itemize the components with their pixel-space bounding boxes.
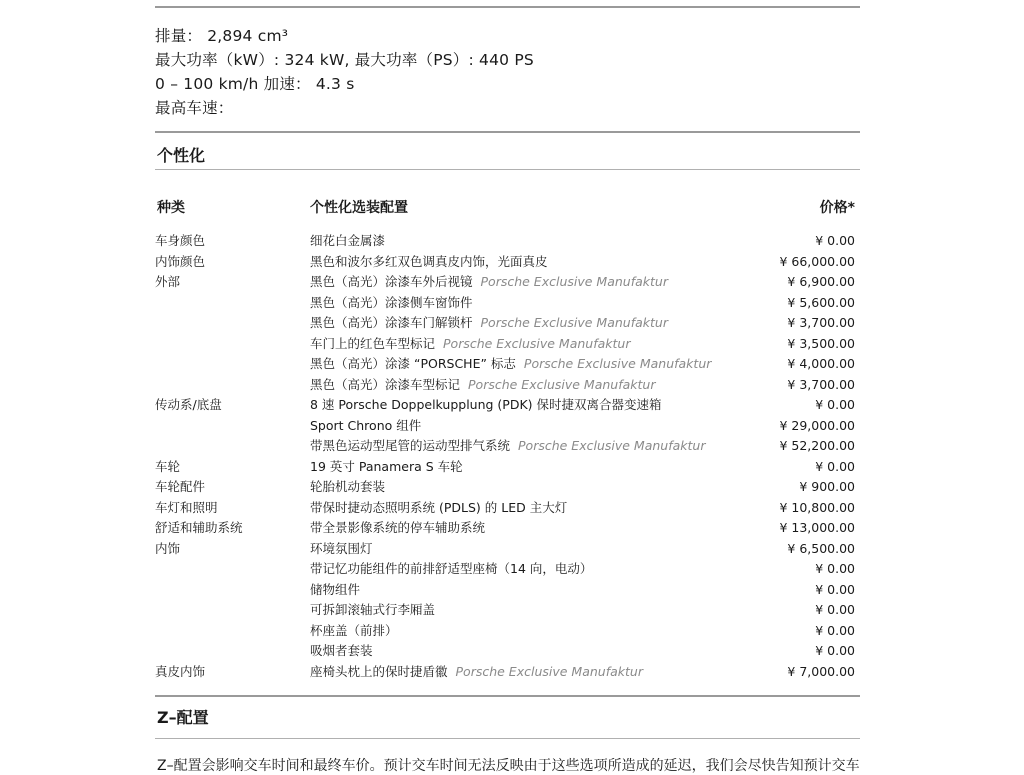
row-option — [310, 600, 435, 621]
row-option-label: 黑色（高光）涂漆车型标记 — [310, 376, 461, 392]
spec-acceleration: 0 – 100 km/h 加速： 4.3 s — [155, 75, 355, 93]
row-exclusive-label: Porsche Exclusive Manufaktur — [443, 335, 631, 351]
table-row — [155, 600, 860, 621]
table-row — [155, 395, 860, 416]
row-option — [310, 498, 567, 519]
table-row — [155, 272, 860, 293]
row-exclusive-label: Porsche Exclusive Manufaktur — [455, 663, 643, 679]
row-category: 车灯和照明 — [155, 499, 218, 515]
row-price: ¥ 3,700.00 — [787, 315, 855, 330]
row-price: ¥ 6,500.00 — [787, 540, 855, 556]
row-option-label: 带全景影像系统的停车辅助系统 — [310, 520, 486, 535]
row-price: ¥ 0.00 — [815, 233, 855, 248]
row-price: ¥ 3,500.00 — [787, 335, 855, 351]
row-category: 真皮内饰 — [155, 663, 206, 679]
top-divider — [155, 6, 860, 8]
table-row — [155, 252, 860, 273]
row-price: ¥ 0.00 — [815, 397, 855, 412]
row-option-label: 车门上的红色车型标记 — [310, 335, 436, 351]
divider-z-config-top — [155, 695, 860, 697]
row-exclusive-label: Porsche Exclusive Manufaktur — [523, 356, 712, 371]
row-category: 内饰颜色 — [155, 253, 206, 269]
table-row — [155, 457, 860, 478]
table-row — [155, 477, 860, 498]
table-row — [155, 498, 860, 519]
divider-personalization-top — [155, 131, 860, 133]
row-price: ¥ 66,000.00 — [779, 253, 855, 269]
row-option — [310, 272, 668, 293]
row-option-label: 黑色（高光）涂漆车门解锁杆 — [310, 315, 473, 330]
row-option — [310, 559, 592, 580]
row-price: ¥ 0.00 — [815, 581, 855, 597]
row-option — [310, 231, 385, 252]
row-option — [310, 518, 485, 539]
table-row — [155, 621, 860, 642]
row-price: ¥ 10,800.00 — [779, 499, 855, 515]
row-category: 车轮配件 — [155, 479, 206, 494]
row-option — [310, 539, 373, 560]
table-row — [155, 375, 860, 396]
row-price: ¥ 0.00 — [815, 643, 855, 658]
row-option — [310, 416, 421, 437]
row-price: ¥ 5,600.00 — [787, 294, 855, 310]
row-option-label: Sport Chrono 组件 — [310, 417, 422, 433]
row-option — [310, 436, 705, 457]
row-exclusive-label: Porsche Exclusive Manufaktur — [480, 274, 668, 289]
table-row — [155, 313, 860, 334]
row-option-label: 吸烟者套装 — [310, 643, 373, 658]
row-price: ¥ 6,900.00 — [787, 274, 855, 289]
row-option-label: 座椅头枕上的保时捷盾徽 — [310, 663, 448, 679]
row-option-label: 带记忆功能组件的前排舒适型座椅（14 向，电动） — [310, 561, 593, 576]
row-option — [310, 477, 385, 498]
row-category: 车轮 — [155, 458, 181, 474]
row-price: ¥ 3,700.00 — [787, 376, 855, 392]
row-option-label: 黑色和波尔多红双色调真皮内饰，光面真皮 — [310, 253, 548, 269]
row-option — [310, 375, 655, 396]
row-option — [310, 293, 473, 314]
row-price: ¥ 13,000.00 — [779, 520, 855, 535]
column-header-category: 种类 — [157, 200, 185, 216]
row-option-label: 细花白金属漆 — [310, 233, 386, 248]
row-option-label: 轮胎机动套装 — [310, 479, 386, 494]
config-sheet-page — [155, 0, 860, 774]
row-option — [310, 395, 662, 416]
row-exclusive-label: Porsche Exclusive Manufaktur — [468, 376, 656, 392]
row-option — [310, 457, 463, 478]
table-row — [155, 436, 860, 457]
row-price: ¥ 900.00 — [799, 479, 855, 494]
row-price: ¥ 52,200.00 — [779, 438, 855, 453]
row-price: ¥ 0.00 — [815, 622, 855, 638]
table-row — [155, 354, 860, 375]
section-title-z-config: Z–配置 — [157, 708, 209, 727]
row-option — [310, 641, 373, 662]
spec-displacement: 排量： 2,894 cm³ — [155, 27, 289, 45]
row-option-label: 黑色（高光）涂漆侧车窗饰件 — [310, 294, 473, 310]
row-price: ¥ 29,000.00 — [779, 417, 855, 433]
table-row — [155, 334, 860, 355]
row-option — [310, 580, 360, 601]
row-option — [310, 662, 643, 683]
row-price: ¥ 7,000.00 — [787, 663, 855, 679]
row-price: ¥ 4,000.00 — [787, 356, 855, 371]
row-option — [310, 621, 398, 642]
spec-power: 最大功率（kW）: 324 kW, 最大功率（PS）: 440 PS — [155, 51, 534, 69]
row-option — [310, 252, 548, 273]
row-exclusive-label: Porsche Exclusive Manufaktur — [518, 438, 706, 453]
row-option-label: 储物组件 — [310, 581, 361, 597]
row-option-label: 可拆卸滚轴式行李厢盖 — [310, 602, 436, 617]
divider-z-config-bottom — [155, 738, 860, 739]
table-row — [155, 641, 860, 662]
row-option-label: 黑色（高光）涂漆 “PORSCHE” 标志 — [310, 356, 516, 371]
row-category: 舒适和辅助系统 — [155, 520, 243, 535]
row-option — [310, 354, 711, 375]
row-option-label: 黑色（高光）涂漆车外后视镜 — [310, 274, 473, 289]
table-row — [155, 539, 860, 560]
divider-personalization-bottom — [155, 169, 860, 170]
row-category: 传动系/底盘 — [155, 397, 222, 412]
section-title-personalization: 个性化 — [157, 146, 206, 165]
row-price: ¥ 0.00 — [815, 458, 855, 474]
table-row — [155, 662, 860, 683]
table-row — [155, 293, 860, 314]
row-option — [310, 313, 668, 334]
table-row — [155, 231, 860, 252]
row-exclusive-label: Porsche Exclusive Manufaktur — [480, 315, 668, 330]
row-option-label: 8 速 Porsche Doppelkupplung (PDK) 保时捷双离合器变速箱 — [310, 397, 662, 412]
row-option-label: 带黑色运动型尾管的运动型排气系统 — [310, 438, 511, 453]
column-header-option: 个性化选装配置 — [310, 200, 408, 216]
column-header-price: 价格* — [819, 200, 855, 216]
table-row — [155, 559, 860, 580]
row-option — [310, 334, 630, 355]
row-price: ¥ 0.00 — [815, 561, 855, 576]
row-option-label: 带保时捷动态照明系统 (PDLS) 的 LED 主大灯 — [310, 499, 568, 515]
row-category: 内饰 — [155, 540, 181, 556]
row-option-label: 环境氛围灯 — [310, 540, 373, 556]
row-price: ¥ 0.00 — [815, 602, 855, 617]
spec-top-speed: 最高车速： — [155, 99, 234, 117]
table-row — [155, 416, 860, 437]
row-category: 车身颜色 — [155, 233, 206, 248]
row-option-label: 19 英寸 Panamera S 车轮 — [310, 458, 463, 474]
row-category: 外部 — [155, 274, 181, 289]
row-option-label: 杯座盖（前排） — [310, 622, 398, 638]
table-row — [155, 580, 860, 601]
table-row — [155, 518, 860, 539]
z-config-note: Z–配置会影响交车时间和最终车价。预计交车时间无法反映由于这些选项所造成的延迟，我们会尽快告知预计交车 — [157, 758, 860, 774]
